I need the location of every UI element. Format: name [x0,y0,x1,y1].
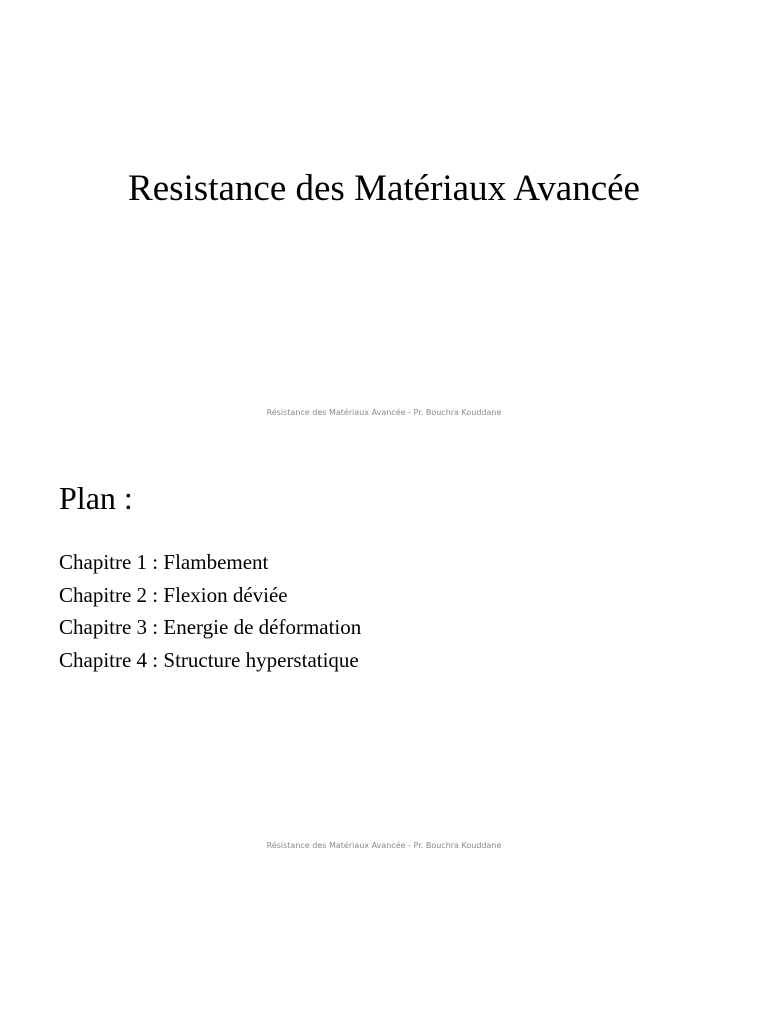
plan-slide [0,432,768,864]
title-slide [0,0,768,432]
chapter-item: Chapitre 1 : Flambement [59,550,269,574]
slide-footer: Résistance des Matériaux Avancée - Pr. Bouchra Kouddane [266,841,502,850]
slide-footer: Résistance des Matériaux Avancée - Pr. Bouchra Kouddane [266,408,502,417]
chapter-item: Chapitre 4 : Structure hyperstatique [59,647,359,672]
plan-heading: Plan : [59,480,133,516]
chapter-item: Chapitre 3 : Energie de déformation [59,615,362,639]
chapter-item: Chapitre 2 : Flexion déviée [59,582,288,607]
slide-title: Resistance des Matériaux Avancée [128,168,640,209]
chapter-list [59,546,361,676]
